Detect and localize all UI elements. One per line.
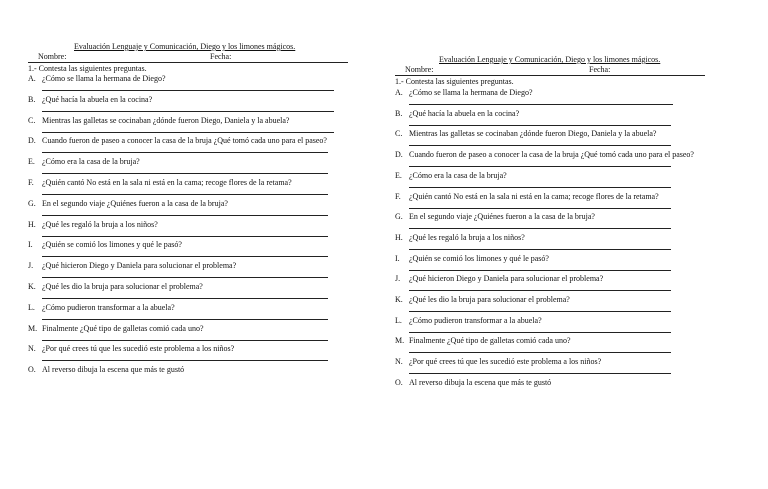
question-letter: O. <box>28 365 36 375</box>
answer-line[interactable] <box>409 373 671 374</box>
answer-line[interactable] <box>42 90 334 91</box>
answer-line[interactable] <box>409 228 671 229</box>
question-text: ¿Qué hicieron Diego y Daniela para solucionar el problema? <box>42 261 237 271</box>
instructions: 1.- Contesta las siguientes preguntas. <box>395 77 514 86</box>
instructions: 1.- Contesta las siguientes preguntas. <box>28 64 147 73</box>
question-text: Mientras las galletas se cocinaban ¿dónde fueron Diego, Daniela y la abuela? <box>42 115 290 125</box>
question-letter: E. <box>28 157 35 167</box>
name-date-row <box>38 52 232 61</box>
question-text: ¿Cómo se llama la hermana de Diego? <box>42 74 166 83</box>
question-letter: G. <box>395 212 403 222</box>
question-letter: J. <box>28 261 34 271</box>
question-text: ¿Qué hacía la abuela en la cocina? <box>42 94 153 104</box>
answer-line[interactable] <box>42 236 328 237</box>
question-text: ¿Quién cantó No está en la sala ni está en la cama; recoge flores de la retama? <box>409 191 659 201</box>
name-underline[interactable] <box>28 62 348 63</box>
question-letter: I. <box>28 240 33 250</box>
question-letter: H. <box>28 219 36 229</box>
answer-line[interactable] <box>42 277 328 278</box>
answer-line[interactable] <box>42 173 328 174</box>
answer-line[interactable] <box>42 111 334 112</box>
answer-line[interactable] <box>42 215 328 216</box>
answer-line[interactable] <box>42 319 328 320</box>
question-letter: E. <box>395 170 402 180</box>
answer-line[interactable] <box>409 311 671 312</box>
name-underline[interactable] <box>395 75 705 76</box>
question-text: ¿Qué les regaló la bruja a los niños? <box>409 232 525 242</box>
worksheet-title: Evaluación Lenguaje y Comunicación, Diego y los limones mágicos. <box>74 42 296 51</box>
question-letter: F. <box>395 191 401 201</box>
answer-line[interactable] <box>42 194 328 195</box>
answer-line[interactable] <box>409 104 673 105</box>
name-date-row <box>405 65 611 74</box>
answer-line[interactable] <box>42 152 328 153</box>
question-letter: G. <box>28 198 36 208</box>
answer-line[interactable] <box>409 145 671 146</box>
question-letter: A. <box>28 74 36 83</box>
question-letter: C. <box>395 129 403 139</box>
question-text: Al reverso dibuja la escena que más te gustó <box>409 377 552 387</box>
question-letter: O. <box>395 377 403 387</box>
question-letter: B. <box>395 108 403 118</box>
question-letter: M. <box>395 336 405 346</box>
question-letter: L. <box>395 315 402 325</box>
question-text: Finalmente ¿Qué tipo de galletas comió cada uno? <box>409 336 571 346</box>
question-text: ¿Qué hacía la abuela en la cocina? <box>409 108 520 118</box>
question-text: ¿Por qué crees tú que les sucedió este problema a los niños? <box>409 357 602 367</box>
answer-line[interactable] <box>409 208 671 209</box>
answer-line[interactable] <box>42 132 334 133</box>
question-text: Finalmente ¿Qué tipo de galletas comió cada uno? <box>42 323 204 333</box>
question-text: ¿Qué hicieron Diego y Daniela para solucionar el problema? <box>409 274 604 284</box>
question-letter: B. <box>28 94 36 104</box>
answer-line[interactable] <box>409 249 671 250</box>
answer-line[interactable] <box>409 332 671 333</box>
answer-line[interactable] <box>42 298 328 299</box>
question-letter: I. <box>395 253 400 263</box>
question-text: ¿Cómo se llama la hermana de Diego? <box>409 88 533 97</box>
question-text: Mientras las galletas se cocinaban ¿dónde fueron Diego, Daniela y la abuela? <box>409 129 657 139</box>
date-label: Fecha: <box>210 52 232 61</box>
question-letter: H. <box>395 232 403 242</box>
answer-line[interactable] <box>409 187 671 188</box>
date-label: Fecha: <box>589 65 611 74</box>
question-letter: C. <box>28 115 36 125</box>
question-letter: M. <box>28 323 38 333</box>
answer-line[interactable] <box>42 340 328 341</box>
answer-line[interactable] <box>409 270 671 271</box>
question-text: ¿Cómo era la casa de la bruja? <box>42 157 140 167</box>
question-text: ¿Qué les regaló la bruja a los niños? <box>42 219 158 229</box>
answer-line[interactable] <box>409 352 671 353</box>
question-text: ¿Quién se comió los limones y qué le pasó? <box>42 240 182 250</box>
question-text: Cuando fueron de paseo a conocer la casa de la bruja ¿Qué tomó cada uno para el paseo? <box>409 150 694 160</box>
question-text: Al reverso dibuja la escena que más te gustó <box>42 365 185 375</box>
question-letter: J. <box>395 274 401 284</box>
answer-line[interactable] <box>409 166 671 167</box>
question-text: ¿Qué les dio la bruja para solucionar el problema? <box>409 295 570 304</box>
question-text: En el segundo viaje ¿Quiénes fueron a la casa de la bruja? <box>42 198 228 208</box>
answer-line[interactable] <box>42 256 328 257</box>
question-letter: L. <box>28 302 35 312</box>
answer-line[interactable] <box>409 290 671 291</box>
question-text: ¿Por qué crees tú que les sucedió este problema a los niños? <box>42 344 235 354</box>
question-letter: A. <box>395 88 403 97</box>
question-letter: K. <box>395 295 403 304</box>
question-text: ¿Quién se comió los limones y qué le pasó? <box>409 253 549 263</box>
question-letter: D. <box>395 150 403 160</box>
question-letter: D. <box>28 136 36 146</box>
question-text: ¿Cómo pudieron transformar a la abuela? <box>409 315 542 325</box>
answer-line[interactable] <box>42 360 328 361</box>
question-letter: K. <box>28 282 36 291</box>
name-label: Nombre: <box>38 52 67 61</box>
question-letter: N. <box>395 357 403 367</box>
question-letter: F. <box>28 178 34 187</box>
question-text: ¿Qué les dio la bruja para solucionar el problema? <box>42 282 203 291</box>
question-text: Cuando fueron de paseo a conocer la casa de la bruja ¿Qué tomó cada uno para el paseo? <box>42 136 327 146</box>
name-label: Nombre: <box>405 65 434 74</box>
question-letter: N. <box>28 344 36 354</box>
worksheet-title: Evaluación Lenguaje y Comunicación, Diego y los limones mágicos. <box>439 55 661 64</box>
answer-line[interactable] <box>409 125 671 126</box>
question-text: ¿Cómo pudieron transformar a la abuela? <box>42 302 175 312</box>
question-text: ¿Quién cantó No está en la sala ni está en la cama; recoge flores de la retama? <box>42 178 292 187</box>
question-text: ¿Cómo era la casa de la bruja? <box>409 170 507 180</box>
question-text: En el segundo viaje ¿Quiénes fueron a la casa de la bruja? <box>409 212 595 222</box>
